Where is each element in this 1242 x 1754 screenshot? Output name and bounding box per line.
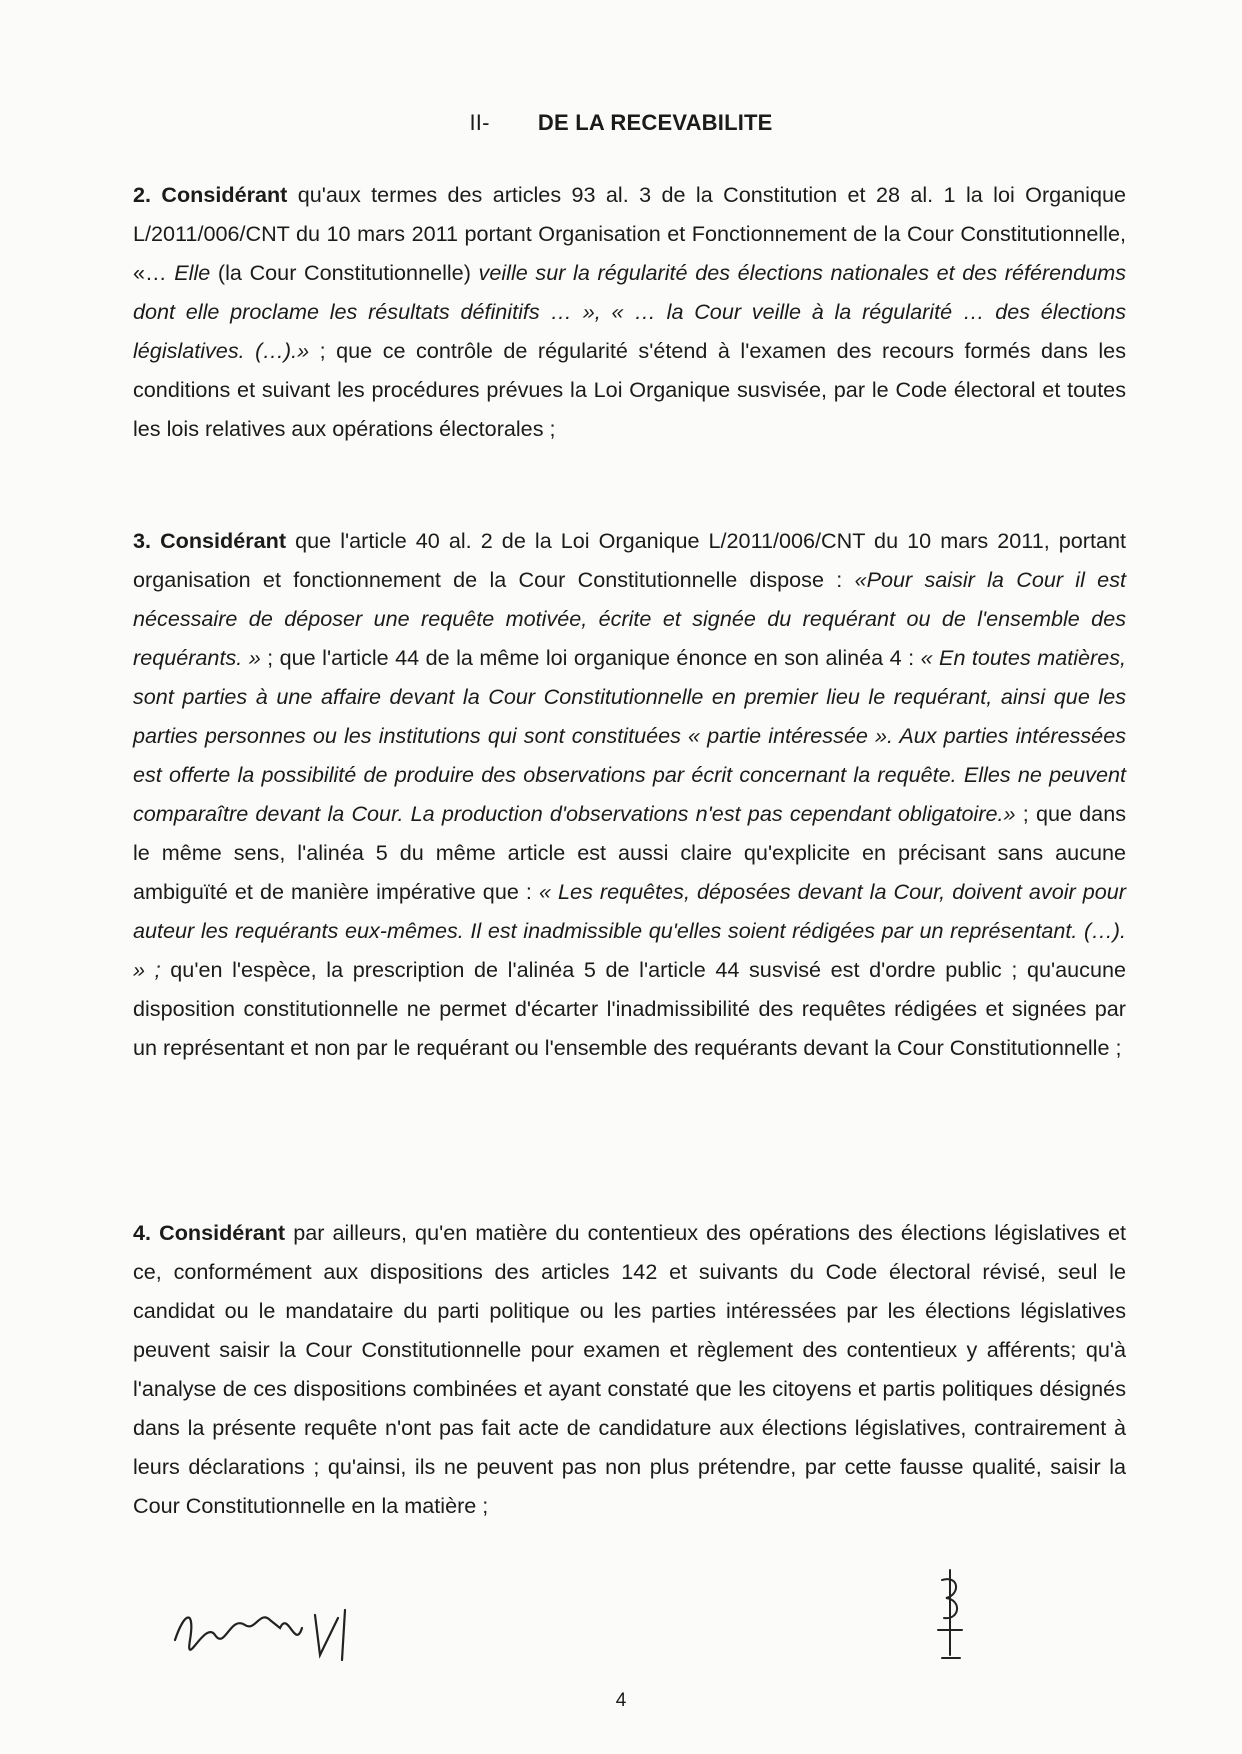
paragraph-2: [133, 175, 1126, 448]
paragraph-text: ; que dans le même sens, l'alinéa 5 du même article est aussi claire qu'explicite en précisant sans aucune ambiguïté et de manière impérative que :: [133, 801, 1126, 904]
paragraph-text: qu'en l'espèce, la prescription de l'alinéa 5 de l'article 44 susvisé est d'ordre public ; qu'aucune disposition constitutionnelle ne permet d'écarter l'inadmissibilité des requêtes rédigées et signées par un représentant et non par le requérant ou l'ensemble des requérants devant la Cour Constitutionnelle ;: [133, 957, 1126, 1060]
paragraph-text: ; que ce contrôle de régularité s'étend à l'examen des recours formés dans les conditions et suivant les procédures prévues la Loi Organique susvisée, par le Code électoral et toutes les lois relatives aux opérations électorales ;: [133, 338, 1126, 441]
section-heading: [0, 110, 1242, 136]
handwritten-signature-left: [170, 1580, 370, 1670]
paragraph-lead: 2. Considérant: [133, 182, 288, 207]
page-number: 4: [615, 1690, 627, 1711]
paragraph-text: par ailleurs, qu'en matière du contentieux des opérations des élections législatives et ce, conformément aux dispositions des articles 142 et suivants du Code électoral révisé, seul le candidat ou le mandataire du parti politique ou les parties intéressées par les élections législatives peuvent saisir la Cour Constitutionnelle pour examen et règlement des contentieux y afférents; qu'à l'analyse de ces dispositions combinées et ayant constaté que les citoyens et partis politiques désignés dans la présente requête n'ont pas fait acte de candidature aux élections législatives, contrairement à leurs déclarations ; qu'ainsi, ils ne peuvent pas non plus prétendre, par cette fausse qualité, saisir la Cour Constitutionnelle en la matière ;: [133, 1220, 1126, 1518]
quoted-text: «Pour saisir la Cour il est nécessaire de déposer une requête motivée, écrite et signée du requérant ou de l'ensemble des requérants. »: [133, 567, 1126, 670]
quoted-text: veille sur la régularité des élections nationales et des référendums dont elle proclame les résultats définitifs … », « … la Cour veille à la régularité … des élections législatives. (…).»: [133, 260, 1126, 363]
quoted-text: « Les requêtes, déposées devant la Cour, doivent avoir pour auteur les requérants eux-mêmes. Il est inadmissible qu'elles soient rédigées par un représentant. (…). » ;: [133, 879, 1126, 982]
paragraph-text: ; que l'article 44 de la même loi organique énonce en son alinéa 4 :: [260, 645, 921, 670]
paragraph-3: [133, 521, 1126, 1067]
paragraph-4: [133, 1213, 1126, 1525]
section-title: DE LA RECEVABILITE: [537, 110, 773, 135]
paragraph-lead: 3. Considérant: [133, 528, 287, 553]
quoted-text: Elle: [174, 260, 211, 285]
paragraph-lead: 4. Considérant: [133, 1220, 286, 1245]
paragraph-text: qu'aux termes des articles 93 al. 3 de la Constitution et 28 al. 1 la loi Organique L/2011/006/CNT du 10 mars 2011 portant Organisation et Fonctionnement de la Cour Constitutionnelle, «…: [133, 182, 1126, 285]
section-number: II-: [469, 110, 490, 135]
paragraph-text: (la Cour Constitutionnelle): [210, 260, 479, 285]
paragraph-text: que l'article 40 al. 2 de la Loi Organique L/2011/006/CNT du 10 mars 2011, portant organisation et fonctionnement de la Cour Constitutionnelle dispose :: [133, 528, 1126, 592]
quoted-text: « En toutes matières, sont parties à une affaire devant la Cour Constitutionnelle en premier lieu le requérant, ainsi que les parties personnes ou les institutions qui sont constituées « partie intéressée ». Aux parties intéressées est offerte la possibilité de produire des observations par écrit concernant la requête. Elles ne peuvent comparaître devant la Cour. La production d'observations n'est pas cependant obligatoire.»: [133, 645, 1127, 826]
handwritten-initials-right: [920, 1560, 980, 1670]
